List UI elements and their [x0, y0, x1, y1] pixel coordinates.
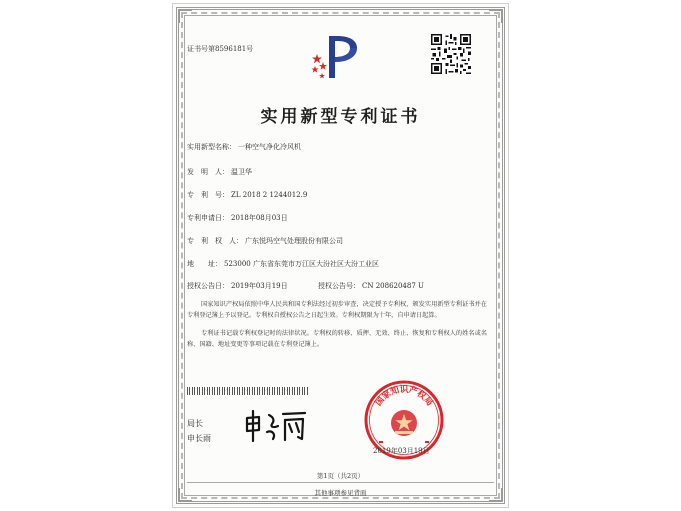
field-value: 温卫华 [231, 168, 252, 176]
field-grant-date: 授权公告日： 2019年03月19日 [187, 282, 288, 290]
barcode-strip [187, 387, 309, 395]
signer-name: 申长雨 [187, 434, 211, 443]
seal-date: 2019年03月19日 [373, 447, 430, 455]
field-utility-name: 实用新型名称： 一种空气净化冷风机 [187, 143, 301, 151]
field-patent-number: 专 利 号： ZL 2018 2 1244012.9 [187, 191, 308, 199]
statement-paragraph-2: 专利证书记载专利权登记时的法律状况。专利权的转移、质押、无效、终止、恢复和专利权人的姓名或名称、国籍、地址变更等事项记载在专利登记簿上。 [187, 330, 487, 348]
field-value: 523000 广东省东莞市万江区大汾社区大汾工业区 [224, 260, 379, 268]
signer-title: 局长 [187, 419, 203, 428]
frame-inner [184, 15, 497, 496]
footer-divider [187, 482, 494, 483]
field-label: 专利申请日 [187, 214, 222, 222]
field-grant-pub-number: 授权公告号： CN 208620487 U [318, 282, 424, 290]
field-label: 授权公告号 [318, 282, 353, 290]
footer-note: 其他事项参见背面 [314, 489, 367, 497]
field-inventor: 发 明 人： 温卫华 [187, 168, 252, 176]
handwritten-signature-icon [243, 408, 309, 444]
field-value: ZL 2018 2 1244012.9 [231, 191, 308, 199]
field-value: 一种空气净化冷风机 [238, 143, 301, 151]
certificate-sheet [172, 3, 509, 508]
field-value: 广东悦玛空气处理股份有限公司 [245, 237, 343, 245]
field-label: 地 址 [187, 260, 215, 268]
field-address: 地 址： 523000 广东省东莞市万江区大汾社区大汾工业区 [187, 260, 379, 268]
field-label: 专 利 号 [187, 191, 222, 199]
statement-paragraph-1: 国家知识产权局依照中华人民共和国专利法经过初步审查，决定授予专利权，颁发实用新型专利证书并在专利登记簿上予以登记。专利权自授权公告之日起生效。专利权期限为十年，自申请日起算。 [187, 301, 487, 319]
certificate-title: 实用新型专利证书 [260, 107, 421, 127]
certificate-number: 证书号第8596181号 [187, 45, 254, 53]
frame-corner [178, 9, 192, 23]
field-label: 实用新型名称 [187, 143, 229, 151]
field-label: 授权公告日 [187, 282, 222, 290]
field-patentee: 专 利 权 人： 广东悦玛空气处理股份有限公司 [187, 237, 343, 245]
field-value: 2018年08月03日 [231, 214, 288, 222]
patent-office-emblem-icon [309, 32, 363, 84]
frame-corner [489, 9, 503, 23]
field-label: 专 利 权 人 [187, 237, 236, 245]
svg-text:国家知识产权局: 国家知识产权局 [373, 385, 435, 409]
field-value: 2019年03月19日 [231, 282, 288, 290]
qr-code-icon [431, 34, 471, 74]
field-value: CN 208620487 U [362, 282, 424, 290]
page-indicator: 第1页（共2页） [316, 472, 365, 480]
field-label: 发 明 人 [187, 168, 222, 176]
field-filing-date: 专利申请日： 2018年08月03日 [187, 214, 288, 222]
